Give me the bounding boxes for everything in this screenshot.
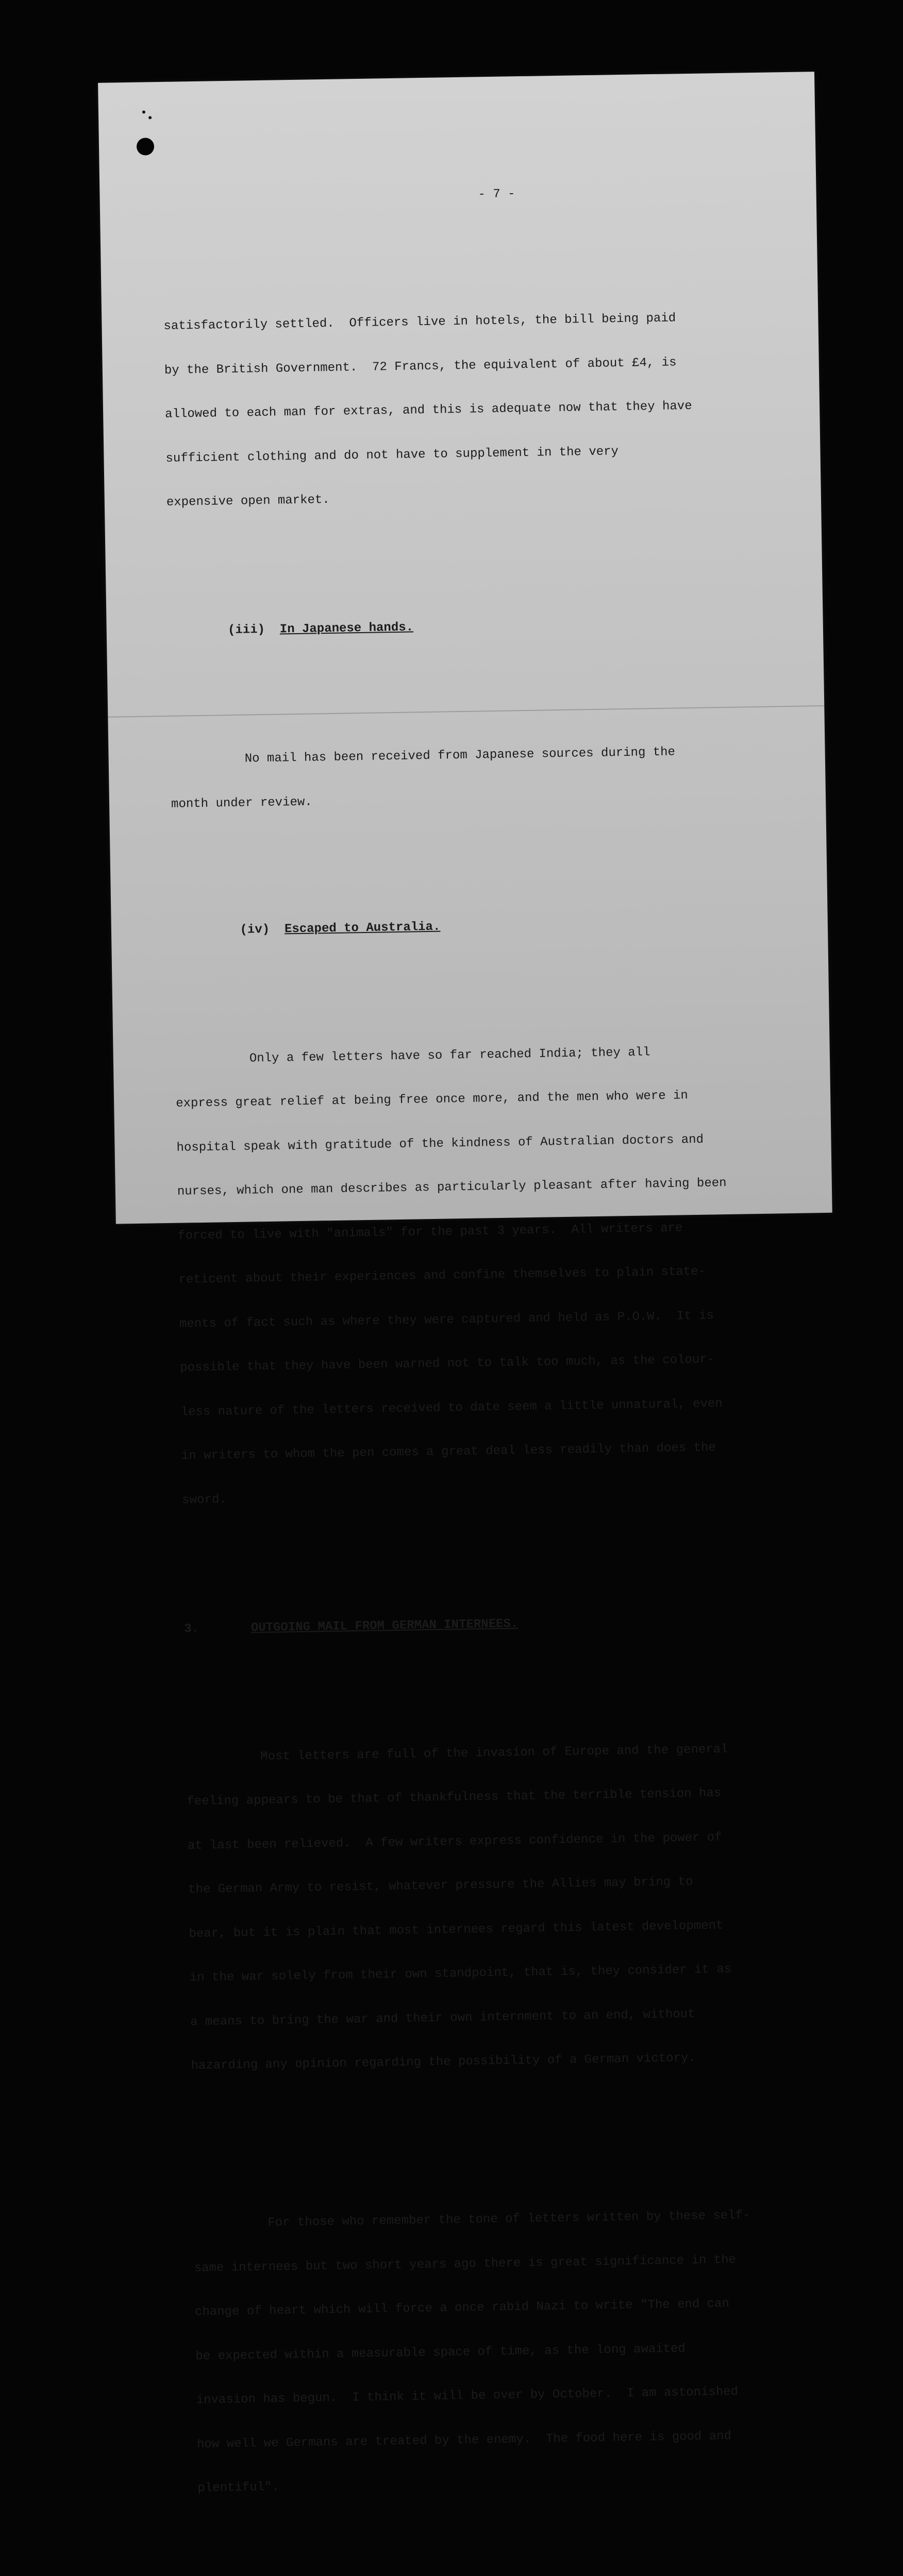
text-line: a means to bring the war and their own internment to an end, without <box>190 2007 695 2029</box>
paragraph-3b <box>193 2178 822 2526</box>
text-line: Most letters are full of the invasion of Europe and the general <box>186 1742 728 1765</box>
ink-speck <box>142 110 145 113</box>
text-line: possible that they have been warned not to talk too much, as the colour- <box>180 1352 715 1375</box>
text-line: forced to live with "animals" for the past 3 years. All writers are <box>178 1221 683 1243</box>
section-number: 3. <box>184 1621 199 1636</box>
text-line: satisfactorily settled. Officers live in hotels, the bill being paid <box>163 311 676 333</box>
text-line: hazarding any opinion regarding the possibility of a German victory. <box>191 2051 696 2073</box>
subheading-iii <box>169 615 792 639</box>
text-line: by the British Government. 72 Francs, the equivalent of about £4, is <box>164 355 677 378</box>
text-line: For those who remember the tone of letters written by these self- <box>193 2208 750 2231</box>
text-line: No mail has been received from Japanese sources during the <box>170 745 676 767</box>
text-line: feeling appears to be that of thankfulness that the terrible tension has <box>187 1786 722 1809</box>
text-line: express great relief at being free once more, and the men who were in <box>176 1089 689 1111</box>
paragraph-iii <box>170 714 795 841</box>
subheading-number: (iii) <box>227 622 265 638</box>
text-line: less nature of the letters received to date seem a little unnatural, even <box>180 1396 723 1419</box>
text-line: at last been relieved. A few writers express confidence in the power of <box>187 1830 722 1853</box>
text-line: invasion has begun. I think it will be over by October. I am astonished <box>196 2384 739 2408</box>
punch-hole <box>137 138 155 156</box>
text-line: in writers to whom the pen comes a great deal less readily than does the <box>181 1440 716 1463</box>
paragraph-iv <box>175 1013 807 1537</box>
text-line: in the war solely from their own standpoint, that is, they consider it as <box>189 1962 732 1985</box>
text-line: how well we Germans are treated by the enemy. The food here is good and <box>196 2429 732 2451</box>
text-line: ments of fact such as where they were captured and held as P.O.W. It is <box>179 1308 714 1331</box>
subheading-title: In Japanese hands. <box>279 620 414 637</box>
text-line: expensive open market. <box>166 493 330 510</box>
text-line: bear, but it is plain that most internees regard this latest development <box>189 1918 724 1941</box>
text-line: hospital speak with gratitude of the kindness of Australian doctors and <box>176 1132 704 1155</box>
page-number: - 7 - <box>478 187 515 202</box>
text-line: allowed to each man for extras, and this is adequate now that they have <box>164 399 692 421</box>
text-line: sufficient clothing and do not have to supplement in the very <box>165 444 619 466</box>
typed-text <box>161 154 843 2576</box>
text-line: month under review. <box>171 795 312 811</box>
text-line: same internees but two short years ago there is great significance in the <box>194 2252 737 2276</box>
paragraph-3a <box>186 1711 815 2103</box>
text-line: plentiful". <box>197 2480 280 2496</box>
section-title: OUTGOING MAIL FROM GERMAN INTERNEES. <box>250 1616 519 1635</box>
document-page <box>98 72 832 2496</box>
text-line: nurses, which one man describes as particularly pleasant after having been <box>177 1176 727 1199</box>
paragraph-intro <box>163 280 790 539</box>
text-line: be expected within a measurable space of time, as the long awaited <box>195 2342 686 2363</box>
text-line: reticent about their experiences and confine themselves to plain state- <box>178 1264 706 1287</box>
ink-speck <box>148 116 152 119</box>
section-3-heading <box>184 1612 808 1637</box>
text-line: sword. <box>182 1492 227 1507</box>
subheading-title: Escaped to Australia. <box>284 920 441 936</box>
subheading-iv <box>173 914 797 939</box>
text-line: the German Army to resist, whatever pressure the Allies may bring to <box>188 1875 693 1897</box>
text-line: Only a few letters have so far reached India; they all <box>175 1045 650 1067</box>
text-line: change of heart which will force a once rabid Nazi to write "The end can <box>194 2297 730 2319</box>
subheading-number: (iv) <box>240 922 270 937</box>
